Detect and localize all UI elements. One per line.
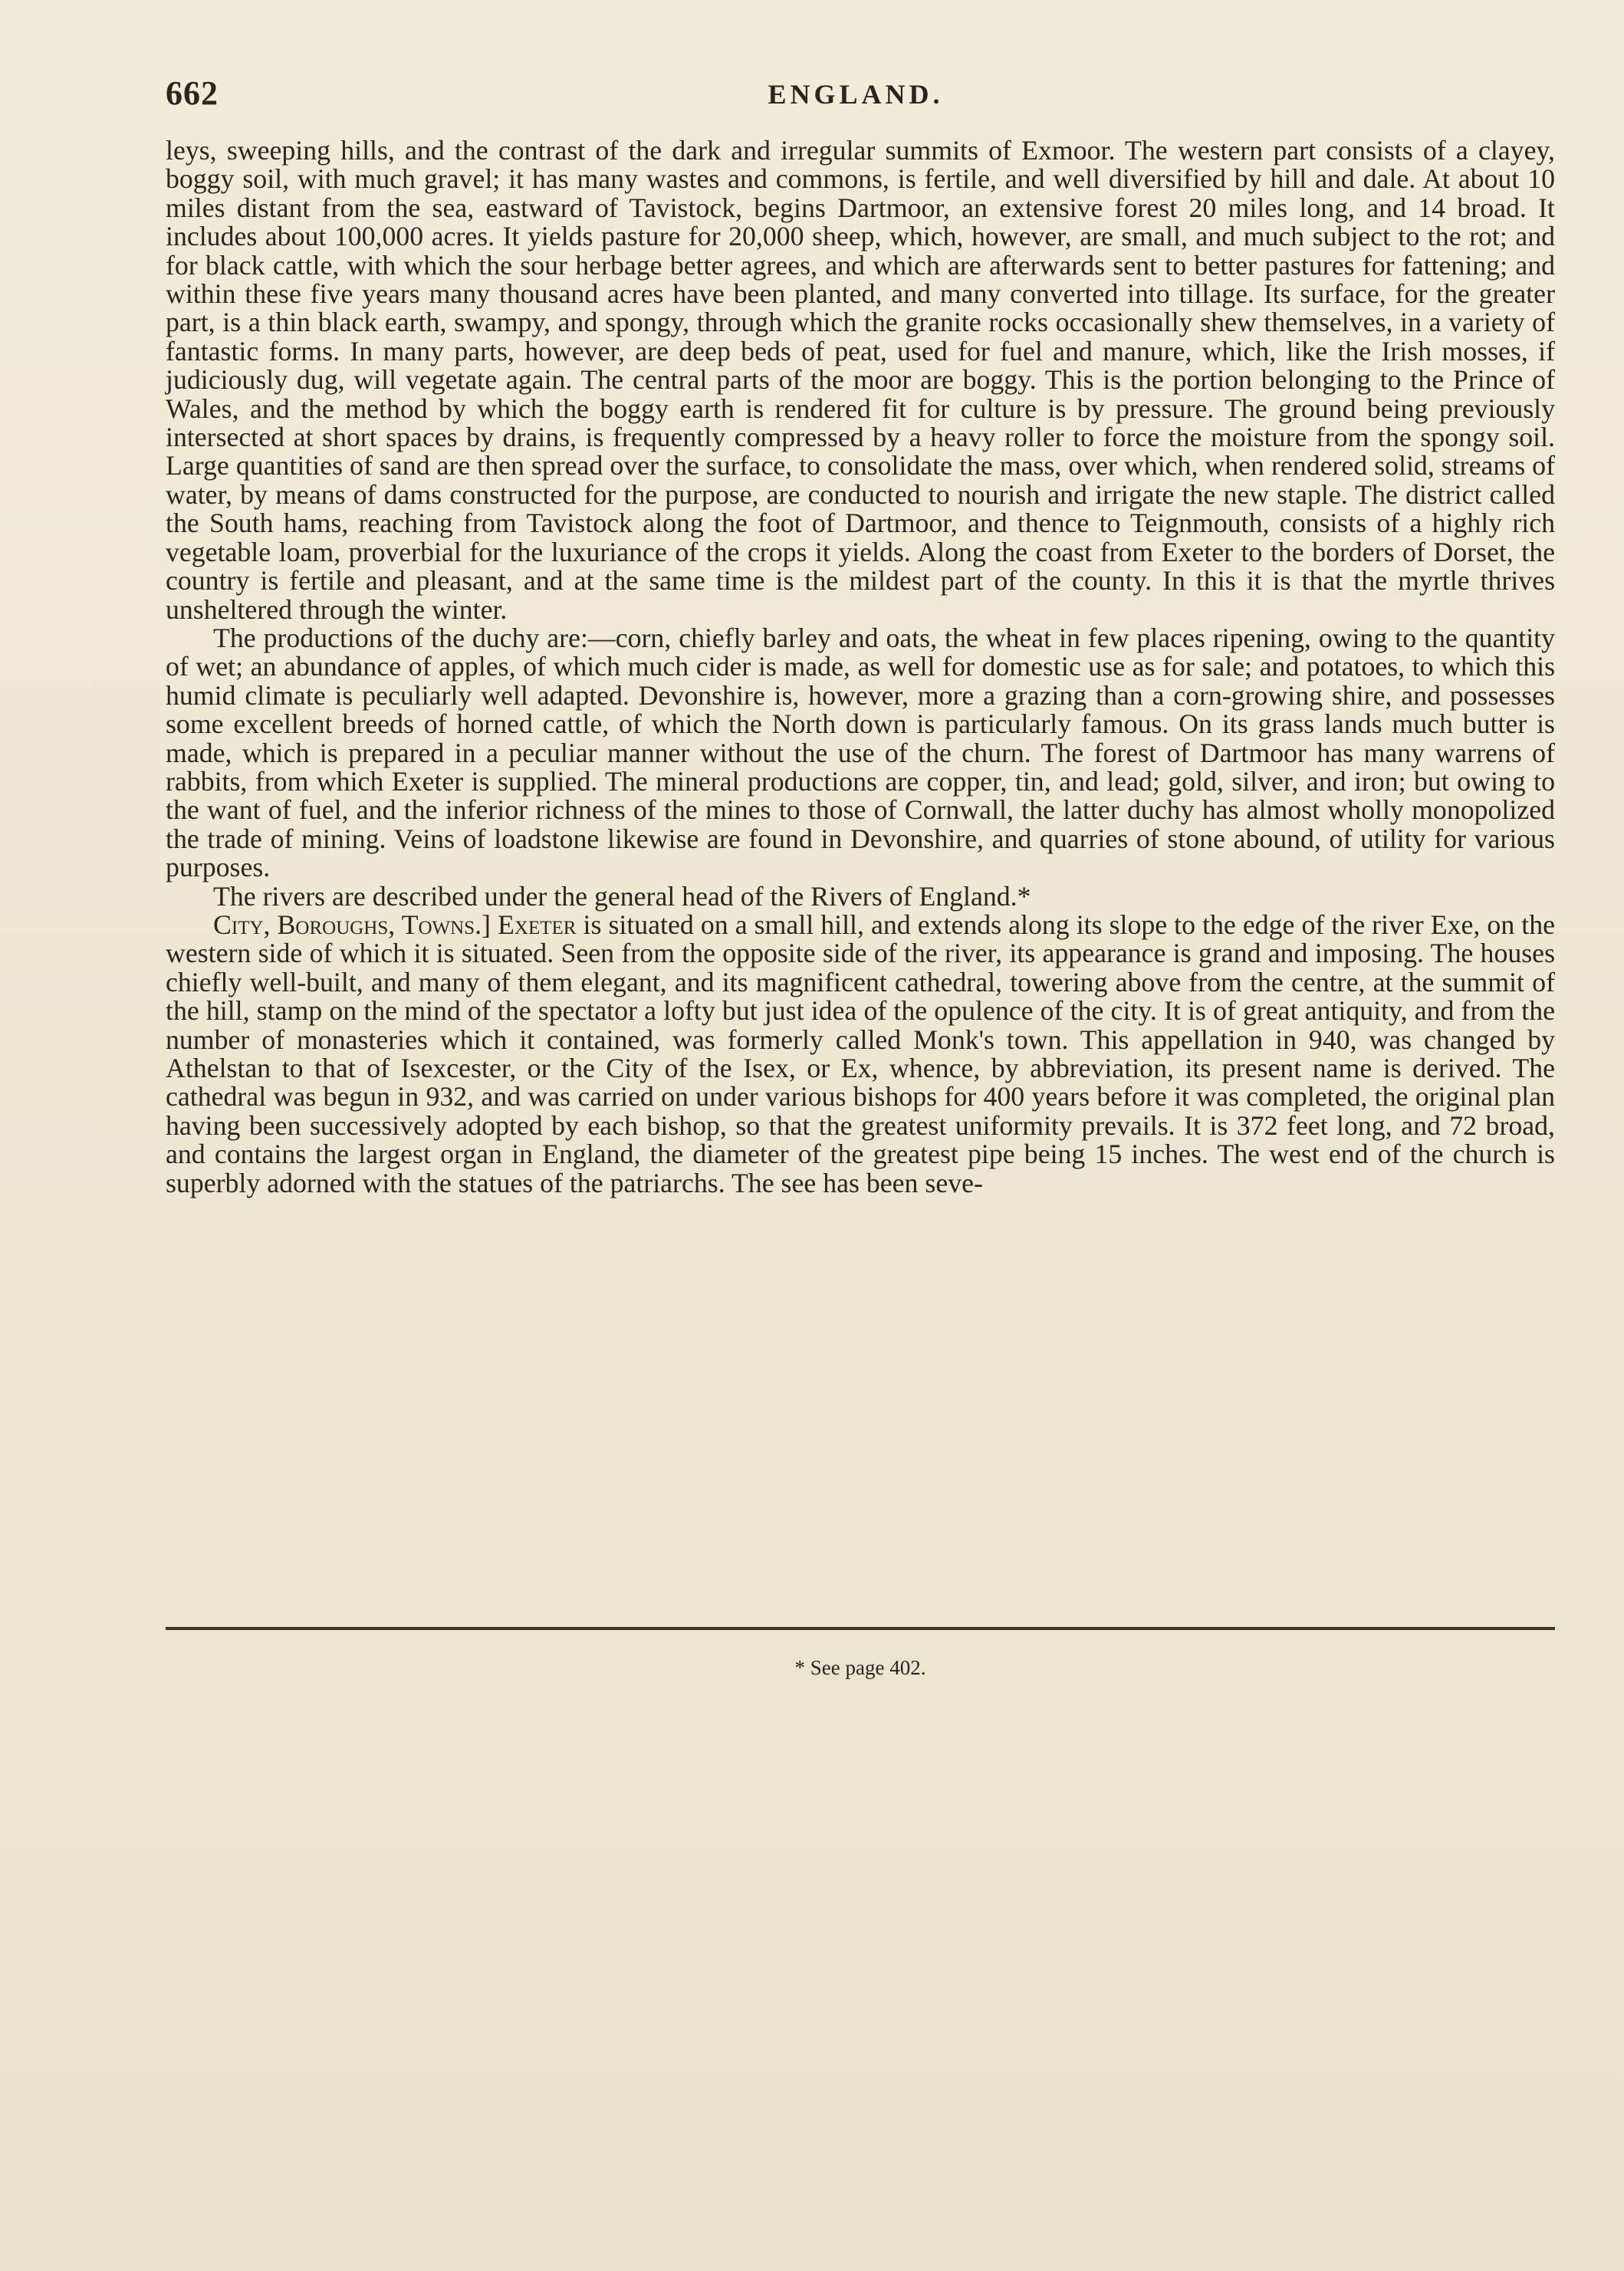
paragraph-productions: The productions of the duchy are:—corn, chiefly barley and oats, the wheat in few places ripening, owing to the quantity of wet; an abundance of apples, of which much cider is made, as well for domestic use as for sale; and potatoes, to which this humid climate is peculiarly well adapted. Devonshire is, however, more a grazing than a corn-growing shire, and possesses some excellent breeds of horned cattle, of which the North down is particularly famous. On its grass lands much butter is made, which is prepared in a peculiar manner without the use of the churn. The forest of Dartmoor has many warrens of rabbits, from which Exeter is supplied. The mineral productions are copper, tin, and lead; gold, silver, and iron; but owing to the want of fuel, and the inferior richness of the mines to those of Cornwall, the latter duchy has almost wholly monopolized the trade of mining. Veins of loadstone likewise are found in Devonshire, and quarries of stone abound, of utility for various purposes. (166, 622, 1555, 883)
page-number: 662 (166, 74, 219, 112)
paragraph-exeter (166, 911, 1555, 1198)
page-header (166, 74, 1546, 120)
paragraph-dartmoor: leys, sweeping hills, and the contrast of the dark and irregular summits of Exmoor. The western part consists of a clayey, boggy soil, with much gravel; it has many wastes and commons, is fertile, and well diversified by hill and dale. At about 10 miles distant from the sea, eastward of Tavistock, begins Dartmoor, an extensive forest 20 miles long, and 14 broad. It includes about 100,000 acres. It yields pasture for 20,000 sheep, which, however, are small, and much subject to the rot; and for black cattle, with which the sour herbage better agrees, and which are afterwards sent to better pastures for fattening; and within these five years many thousand acres have been planted, and many converted into tillage. Its surface, for the greater part, is a thin black earth, swampy, and spongy, through which the granite rocks occasionally shew themselves, in a variety of fantastic forms. In many parts, however, are deep beds of peat, used for fuel and manure, which, like the Irish mosses, if judiciously dug, will vegetate again. The central parts of the moor are boggy. This is the portion belonging to the Prince of Wales, and the method by which the boggy earth is rendered fit for culture is by pressure. The ground being previously intersected at short spaces by drains, is frequently compressed by a heavy roller to force the moisture from the spongy soil. Large quantities of sand are then spread over the surface, to consolidate the mass, over which, when rendered solid, streams of water, by means of dams constructed for the purpose, are conducted to nourish and irrigate the new staple. The district called the South hams, reaching from Tavistock along the foot of Dartmoor, and thence to Teignmouth, consists of a highly rich vegetable loam, proverbial for the luxuriance of the crops it yields. Along the coast from Exeter to the borders of Dorset, the country is fertile and pleasant, and at the same time is the mildest part of the county. In this it is that the myrtle thrives unsheltered through the winter. (166, 135, 1555, 625)
paragraph-rivers: The rivers are described under the general head of the Rivers of England.* (213, 880, 1031, 912)
footnote-rule (166, 1627, 1555, 1630)
section-heading: City, Boroughs, Towns.] (213, 909, 491, 940)
body-text (166, 136, 1555, 1198)
running-head: ENGLAND. (768, 79, 944, 110)
lead-word: Exeter (498, 909, 577, 940)
footnote: * See page 402. (794, 1656, 926, 1679)
exeter-text: is situated on a small hill, and extends along its slope to the edge of the river Exe, on the western side of which it is situated. Seen from the opposite side of the river, its appearance is grand and imposing. The houses chiefly well-built, and many of them elegant, and its magnificent cathedral, towering above from the centre, at the summit of the hill, stamp on the mind of the spectator a lofty but just idea of the opulence of the city. It is of great antiquity, and from the number of monasteries which it contained, was formerly called Monk's town. This appellation in 940, was changed by Athelstan to that of Isexcester, or the City of the Isex, or Ex, whence, by abbreviation, its present name is derived. The cathedral was begun in 932, and was carried on under various bishops for 400 years before it was completed, the original plan having been successively adopted by each bishop, so that the greatest uniformity prevails. It is 372 feet long, and 72 broad, and contains the largest organ in England, the diameter of the greatest pipe being 15 inches. The west end of the church is superbly adorned with the statues of the patriarchs. The see has been seve- (166, 909, 1556, 1198)
